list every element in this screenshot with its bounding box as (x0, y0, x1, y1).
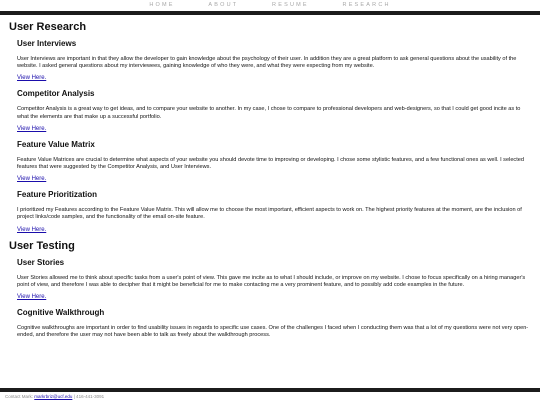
contact-footer (5, 394, 104, 400)
section-title-user-research: User Research (9, 21, 87, 33)
section-title-user-testing: User Testing (9, 239, 75, 252)
top-navigation (0, 0, 540, 11)
subsection-title: Competitor Analysis (17, 89, 95, 99)
nav-resume[interactable]: RESUME (272, 2, 309, 8)
subsection-body: User Stories allowed me to think about specific tasks from a user's point of view. This gave me incite as to what I should include, or improve on my website. I chose to focus specifically on a hiring manager's point of view, and therefore I was able to decipher that it might be beneficial for me to make contacting me a very prominent feature, and to possibly add code examples in the future. (17, 274, 526, 288)
subsection-title: Feature Prioritization (17, 190, 98, 200)
view-here-link[interactable]: View Here. (17, 294, 47, 301)
view-here-link[interactable]: View Here. (17, 226, 47, 233)
nav-research[interactable]: RESEARCH (342, 2, 391, 8)
view-here-link[interactable]: View Here. (17, 176, 47, 183)
nav-home[interactable]: HOME (149, 2, 175, 8)
top-divider-bar (0, 11, 540, 15)
bottom-divider-bar (0, 388, 540, 392)
subsection-body: Cognitive walkthroughs are important in order to find usability issues in regards to specific use cases. One of the challenges I faced when I conducting them was that a lot of my questions were not very open-ended, and therefore the user may not have been able to talk as freely about the walkthrough process. (17, 325, 529, 339)
subsection-body: User Interviews are important in that they allow the developer to gain knowledge about the psychology of their user. In addition they are a great platform to ask general questions about the usability of the website. I asked general questions about my interviewees, gaining knowledge of who they were, and what they were expecting from my website. (17, 56, 517, 70)
subsection-body: I prioritized my Features according to the Feature Value Matrix. This will allow me to choose the most important, efficient aspects to work on. The highest priority features at the moment, are the inclusion of project links/code samples, and the functionality of the email on-site feature. (17, 207, 522, 221)
main-content (9, 21, 531, 339)
subsection-title: User Stories (17, 257, 65, 267)
view-here-link[interactable]: View Here. (17, 125, 47, 132)
contact-email-link[interactable]: markrbriz@ucf.edu (34, 394, 73, 399)
subsection-body: Feature Value Matrices are crucial to determine what aspects of your website you should devote time to improving or developing. I chose some stylistic features, and a few functional ones as well. I selected features that were suggested by the Competitor Analysis, and User Interviews. (17, 156, 525, 171)
view-here-link[interactable]: View Here. (17, 75, 47, 82)
subsection-title: Feature Value Matrix (17, 139, 95, 149)
contact-label: Contact Mark: (5, 394, 34, 399)
subsection-title: User Interviews (17, 39, 77, 48)
nav-about[interactable]: ABOUT (208, 2, 239, 8)
contact-phone: | 416-441-3091 (73, 394, 105, 399)
subsection-body: Competitor Analysis is a great way to get ideas, and to compare your website to another. In my case, I chose to compare to professional developers and web-designers, so that I could get good incite as to what the elements are that make up a successful portfolio. (17, 106, 521, 120)
subsection-title: Cognitive Walkthrough (17, 308, 105, 318)
